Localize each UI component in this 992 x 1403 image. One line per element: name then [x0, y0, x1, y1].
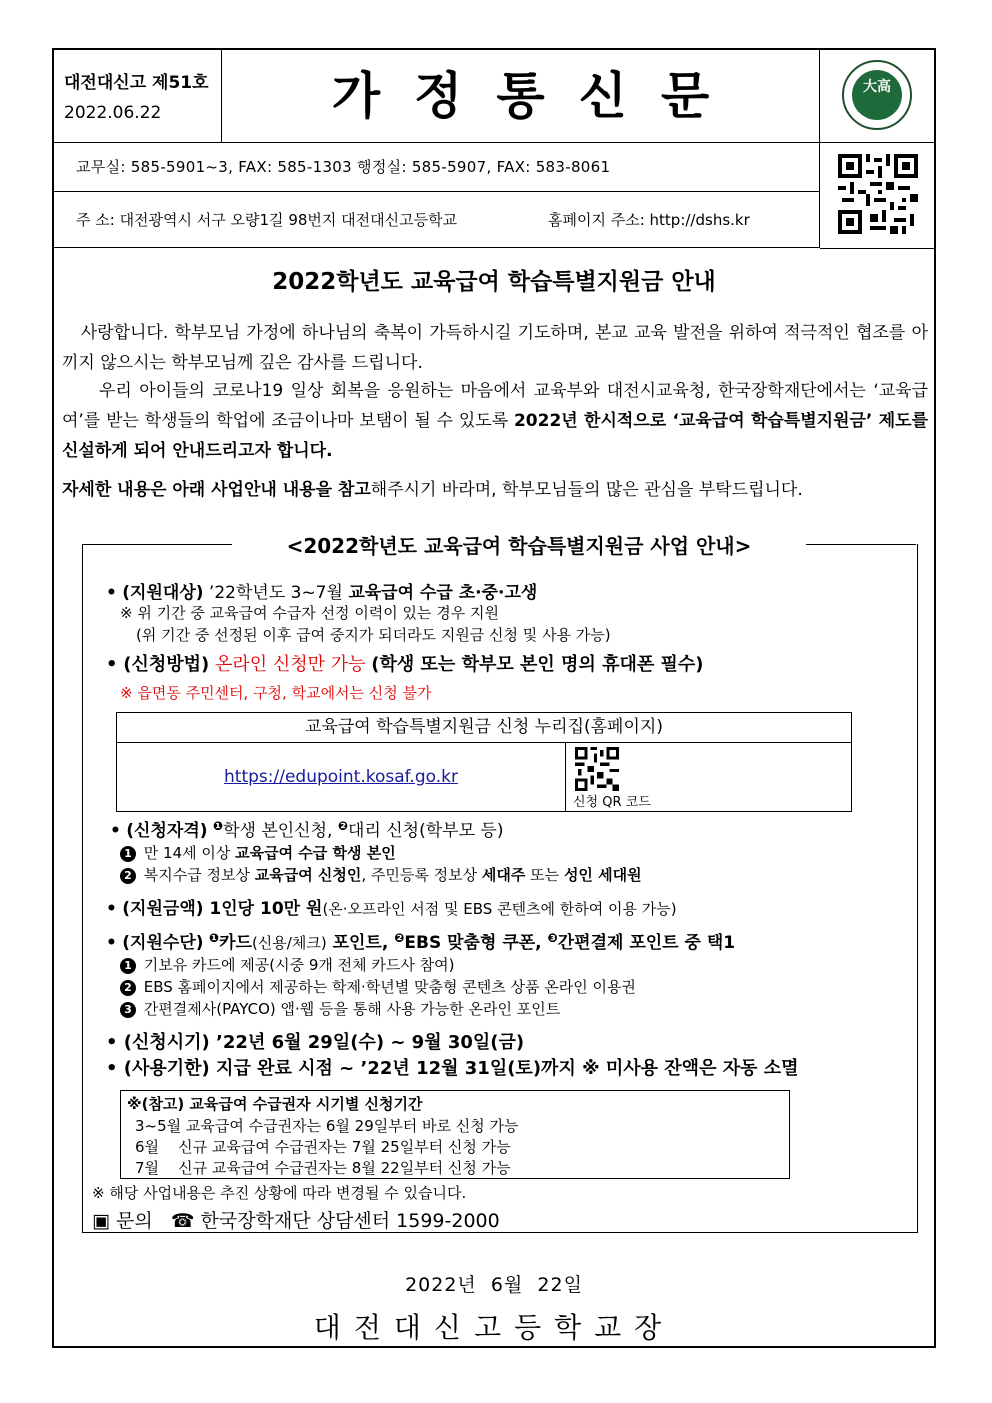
target-line: • (지원대상) ’22학년도 3~7월 교육급여 수급 초·중·고생	[106, 583, 538, 603]
qual-2d: 세대주	[481, 866, 526, 884]
qualification-2: 대리 신청(학부모 등)	[348, 821, 504, 841]
reference-row-3: 7월 신규 교육급여 수급권자는 8월 22일부터 신청 가능	[135, 1159, 511, 1177]
means-2: EBS 맞춤형 쿠폰,	[404, 933, 548, 953]
period-text: (신청시기) ’22년 6월 29일(수) ~ 9월 30일(금)	[123, 1032, 525, 1053]
program-info-title: <2022학년도 교육급여 학습특별지원금 사업 안내>	[286, 534, 752, 558]
method-red-text: 온라인 신청만 가능	[209, 654, 372, 675]
means-detail-3: 3 간편결제사(PAYCO) 앱·웹 등을 통해 사용 가능한 온라인 포인트	[120, 998, 560, 1019]
notice-title: 2022학년도 교육급여 학습특별지원금 안내	[272, 269, 716, 295]
target-text: ’22학년도 3~7월	[203, 583, 349, 603]
page-title: 가정통신문	[222, 50, 820, 142]
means-detail-1: 1 기보유 카드에 제공(시중 9개 전체 카드사 참여)	[120, 954, 454, 975]
target-label: (지원대상)	[122, 583, 204, 603]
inquiry-line: ▣ 문의 ☎ 한국장학재단 상담센터 1599-2000	[92, 1210, 500, 1232]
means-line: • (지원수단) $^❶$카드(신용/체크) 포인트, $^❷$EBS 맞춤형 쿠폰, $^❸$간편결제 포인트 중 택1	[106, 931, 736, 953]
method-label: (신청방법)	[123, 654, 210, 675]
contact-line: 교무실: 585-5901~3, FAX: 585-1303 행정실: 585-5907, FAX: 583-8061	[54, 142, 820, 192]
address-line	[54, 192, 820, 248]
method-line: • (신청방법) 온라인 신청만 가능 (학생 또는 학부모 본인 명의 휴대폰 필수)	[106, 654, 704, 675]
purpose-bold-text: 2022년 한시적으로 ‘교육급여 학습특별지원금’ 제도를 신설하게 되어 안내드리고자 합니다.	[62, 411, 928, 461]
change-note: ※ 해당 사업내용은 추진 상황에 따라 변경될 수 있습니다.	[92, 1184, 467, 1202]
box-top-border-right	[806, 544, 916, 545]
qual-2f: 성인 세대원	[563, 866, 642, 884]
amount-note: (온·오프라인 서점 및 EBS 콘텐츠에 한하여 이용 가능)	[322, 900, 677, 918]
target-note-2: (위 기간 중 선정된 이후 급여 중지가 되더라도 지원금 신청 및 사용 가능)	[136, 626, 611, 644]
qual-1b: 교육급여 수급 학생 본인	[235, 844, 396, 862]
intro-text: 사랑합니다. 학부모님 가정에 하나님의 축복이 가득하시길 기도하며, 본교 교육 발전을 위하여 적극적인 협조를 아끼지 않으시는 학부모님께 깊은 감사를 드립니다.	[62, 323, 929, 373]
reference-bold-text: 자세한 내용은 아래 사업안내 내용을 참고	[62, 480, 371, 500]
intro-paragraph	[62, 318, 928, 378]
amount-line: • (지원금액) 1인당 10만 원(온·오프라인 서점 및 EBS 콘텐츠에 한하여 이용 가능)	[106, 899, 677, 919]
qual-2c: , 주민등록 정보상	[361, 866, 482, 884]
issue-date: 2022.06.22	[64, 103, 162, 123]
header-row	[54, 50, 934, 143]
purpose-text: 우리 아이들의 코로나19 일상 회복을 응원하는 마음에서 교육부와 대전시교육청, 한국장학재단에서는 ‘교육급여’를 받는 학생들의 학업에 조금이나마 보탬이 될 수 있도록	[62, 381, 928, 431]
address: 주 소: 대전광역시 서구 오량1길 98번지 대전대신고등학교	[76, 211, 458, 229]
qualification-label: (신청자격)	[126, 821, 208, 841]
period-line: • (신청시기) ’22년 6월 29일(수) ~ 9월 30일(금)	[106, 1032, 525, 1053]
logo-cell	[820, 50, 934, 142]
qualification-detail-2: 2 복지수급 정보상 교육급여 신청인, 주민등록 정보상 세대주 또는 성인 세대원	[120, 864, 642, 885]
method-bold: (학생 또는 학부모 본인 명의 휴대폰 필수)	[371, 654, 704, 675]
issue-info	[54, 50, 222, 142]
qual-2a: 복지수급 정보상	[139, 866, 255, 884]
target-bold: 교육급여 수급 초·중·고생	[348, 583, 538, 603]
reference-row-1: 3~5월 교육급여 수급권자는 6월 29일부터 바로 신청 가능	[135, 1117, 519, 1135]
school-logo-text: 大高	[852, 70, 902, 120]
purpose-paragraph	[62, 376, 928, 466]
principal-signature: 대전대신고등학교장	[313, 1311, 675, 1344]
means-1b: (신용/체크)	[251, 934, 327, 952]
box-top-border-left	[82, 544, 232, 545]
reference-paragraph	[62, 475, 928, 505]
means-detail-2-text: EBS 홈페이지에서 제공하는 학제·학년별 맞춤형 콘텐츠 상품 온라인 이용권	[139, 978, 636, 996]
issue-number: 대전대신고 제51호	[64, 73, 209, 93]
expire-line: • (사용기한) 지급 완료 시점 ~ ’22년 12월 31일(토)까지 ※ 미사용 잔액은 자동 소멸	[106, 1058, 799, 1079]
qual-2b: 교육급여 신청인	[254, 866, 362, 884]
qual-1a: 만 14세 이상	[139, 844, 236, 862]
homepage-qr-code[interactable]	[838, 154, 918, 234]
reference-text: 해주시기 바라며, 학부모님들의 많은 관심을 부탁드립니다.	[370, 480, 803, 500]
target-note-1: ※ 위 기간 중 교육급여 수급자 선정 이력이 있는 경우 지원	[120, 604, 500, 622]
reference-row-2: 6월 신규 교육급여 수급권자는 7월 25일부터 신청 가능	[135, 1138, 511, 1156]
amount-bold: 1인당 10만 원	[203, 899, 323, 919]
qualification-detail-1: 1 만 14세 이상 교육급여 수급 학생 본인	[120, 842, 396, 863]
means-detail-3-text: 간편결제사(PAYCO) 앱·웹 등을 통해 사용 가능한 온라인 포인트	[139, 1000, 561, 1018]
header-qr-cell	[820, 142, 934, 249]
reference-title: ※(참고) 교육급여 수급권자 시기별 신청기간	[127, 1095, 423, 1113]
application-site-table	[116, 712, 852, 812]
site-url-link[interactable]: https://edupoint.kosaf.go.kr	[224, 767, 458, 787]
method-note: ※ 읍면동 주민센터, 구청, 학교에서는 신청 불가	[120, 684, 432, 702]
expire-text: (사용기한) 지급 완료 시점 ~ ’22년 12월 31일(토)까지 ※ 미사용 잔액은 자동 소멸	[123, 1058, 799, 1079]
means-1c: 포인트,	[326, 933, 395, 953]
amount-label: (지원금액)	[122, 899, 204, 919]
footer-date: 2022년 6월 22일	[405, 1274, 583, 1296]
qualification-line: • (신청자격) $^❶$학생 본인신청, $^❷$대리 신청(학부모 등)	[110, 819, 504, 841]
qualification-1: 학생 본인신청,	[223, 821, 338, 841]
means-label: (지원수단)	[122, 933, 204, 953]
document-frame	[52, 48, 936, 1348]
reference-period-box	[120, 1090, 790, 1179]
means-detail-2: 2 EBS 홈페이지에서 제공하는 학제·학년별 맞춤형 콘텐츠 상품 온라인 이용권	[120, 976, 636, 997]
means-3: 간편결제 포인트 중 택1	[557, 933, 736, 953]
qual-2e: 또는	[525, 866, 564, 884]
school-logo	[842, 60, 912, 130]
site-url-cell	[117, 743, 566, 811]
qr-code-label: 신청 QR 코드	[573, 795, 651, 810]
homepage: 홈페이지 주소: http://dshs.kr	[548, 211, 750, 229]
application-qr-code[interactable]	[575, 747, 619, 791]
means-1: 카드	[219, 933, 252, 953]
site-table-header: 교육급여 학습특별지원금 신청 누리집(홈페이지)	[117, 713, 851, 743]
means-detail-1-text: 기보유 카드에 제공(시중 9개 전체 카드사 참여)	[139, 956, 455, 974]
